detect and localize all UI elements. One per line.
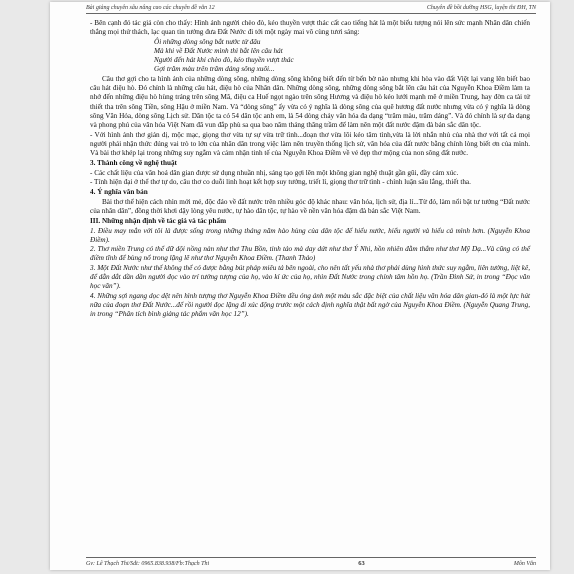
page-footer (86, 557, 536, 567)
paragraph: - Bên cạnh đó tác giả còn cho thấy: Hình ảnh người chèo đò, kéo thuyền vượt thác cất cao tiếng hát là một biểu tượng nói lên sức mạnh Nhân dân chiến thắng mọi thử thách, lạc quan tin tưởng đưa Đất Nước đi tới một ngày mai vô cùng tươi sáng: (90, 19, 530, 37)
poem-line: Ôi những dòng sông bắt nước từ đâu (154, 37, 261, 46)
header-left-text: Bài giảng chuyên sâu nâng cao các chuyên đề văn 12 (86, 5, 215, 11)
poem-line: Gợi trăm màu trên trăm dáng sông xuôi... (154, 65, 275, 74)
section-heading: III. Những nhận định về tác giả và tác phẩm (90, 217, 227, 226)
paragraph: Bài thơ thể hiện cách nhìn mới mẻ, độc đáo về đất nước trên nhiều góc độ khác nhau: văn hóa, lịch sử, địa lí...Từ đó, làm nổi bật tư tưởng “Đất nước của nhân dân”, đồng thời khơi dậy lòng yêu nước, tự hào dân tộc, tự hào về nền văn hóa đậm đà bản sắc Việt Nam. (90, 197, 530, 215)
footer-author-text: Gv: Lê Thạch Thi/Sđt: 0965.838.938/Fb:Thạch Thi (86, 560, 210, 567)
paragraph: 2. Thơ miền Trung có thể dữ dội nồng nàn như thơ Thu Bồn, tinh tảo mà day dứt như thơ Ý Nhi, hồn nhiên đằm thắm như thơ Mỹ Dạ...Và cũng có thể điềm tĩnh để bùng nổ trong lặng lẽ như thơ Nguyễn Khoa Điềm. (Thanh Thảo) (90, 245, 530, 263)
paragraph: - Các chất liệu của văn hoá dân gian được sử dụng nhuần nhị, sáng tạo gợi lên một không gian nghệ thuật gần gũi, đầy cảm xúc. (90, 168, 459, 177)
paragraph: 3. Một Đất Nước như thế không thể có được bằng bút pháp miêu tả bên ngoài, cho nên tất yếu nhà thơ phải dùng hình thức suy ngẫm, liên tưởng, liệt kê, để dẫn dắt dần dần người đọc vào trí tưởng tượng của họ, vào kí ức của họ, nhìn Đất Nước trong chính tâm hồn họ. (Trần Đình Sử, in trong “Đọc văn học văn”). (90, 263, 530, 291)
paragraph: 4. Những sợi ngang dọc dệt nên hình tượng thơ Nguyễn Khoa Điềm đều óng ánh một màu sắc đặc biệt của chất liệu văn hóa dân gian-đó là một lực hút nữa của đoạn thơ Đất Nước...để rồi người đọc lặng đi xúc động trước một cách định nghĩa thật bất ngờ của Nguyễn Khoa Điềm. (Nguyễn Quang Trung, in trong “Phân tích bình giảng tác phẩm văn học 12”). (90, 291, 530, 319)
section-heading: 4. Ý nghĩa văn bản (90, 188, 148, 197)
page-number: 63 (358, 560, 365, 567)
document-page (50, 2, 550, 570)
paragraph: - Tính hiện đại ở thể thơ tự do, câu thơ co duỗi linh hoạt kết hợp suy tưởng, triết lí, giọng thơ trữ tình - chính luận sâu lắng, thiết tha. (90, 178, 471, 187)
page-header (86, 5, 536, 14)
header-right-text: Chuyên đề bồi dưỡng HSG, luyện thi ĐH, TN (426, 5, 536, 11)
paragraph: - Với hình ảnh thơ giản dị, mộc mạc, giọng thơ vừa tự sự vừa trữ tình...đoạn thơ vừa lôi kéo tâm tình,vừa là lời nhắn nhủ của nhà thơ với tất cả mọi người phải nhận thức đúng vai trò to lớn của nhân dân trong việc làm nên truyền thống lịch sử, văn hóa của đất nước bằng chính lòng biết ơn của mình. Và bài thơ khép lại trong những suy ngẫm và cảm nhận tinh tế của Nguyễn Khoa Điềm về vẻ đẹp thơ mộng của non sông đất nước. (90, 130, 530, 158)
poem-line: Người đến hát khi chèo đò, kéo thuyền vượt thác (154, 56, 294, 65)
paragraph: 1. Điều may mắn với tôi là được sống trong những tháng năm hào hùng của dân tộc để hiểu nước, hiểu người và hiểu cả mình hơn. (Nguyễn Khoa Điềm). (90, 226, 530, 244)
section-heading: 3. Thành công về nghệ thuật (90, 159, 177, 168)
poem-line: Mà khi về Đất Nước mình thì bắt lên câu hát (154, 46, 283, 55)
footer-subject-text: Môn Văn (513, 560, 536, 567)
paragraph: Câu thơ gợi cho ta hình ảnh của những dòng sông, những dòng sông không biết đến từ bến bờ nào nhưng khi hòa vào đất Việt lại vang lên biết bao câu hát điệu hò. Đó chính là những câu hát, điệu hò của Nhân dân. Những dòng sông, những dòng sông bắt lên câu hát của Nguyễn Khoa Điềm làm ta nhớ đến những điệu hò hùng tráng trên sông Mã, điệu ca Huế ngọt ngào trên sông Hương và điệu hò kéo lưới mạnh mẽ ở miền Trung, hay đờn ca tài tử thiết tha trên sông Tiền, sông Hậu ở miền Nam. Và “dòng sông” ấy vừa có ý nghĩa là dòng sông của quê hương đất nước nhưng vừa có ý nghĩa là dòng sông Văn Hóa, dòng sông Lịch sử. Dân tộc ta có 54 dân tộc anh em, là 54 dòng chảy văn hóa đa dạng “trăm màu, trăm dáng”. Và đó chính là sự đa dạng và phong phú của văn hóa Việt Nam đã vun đắp phù sa qua bao năm tháng thăng trầm để làm nên một đất nước đậm đà bản sắc dân tộc. (90, 74, 530, 130)
document-body (90, 19, 530, 320)
